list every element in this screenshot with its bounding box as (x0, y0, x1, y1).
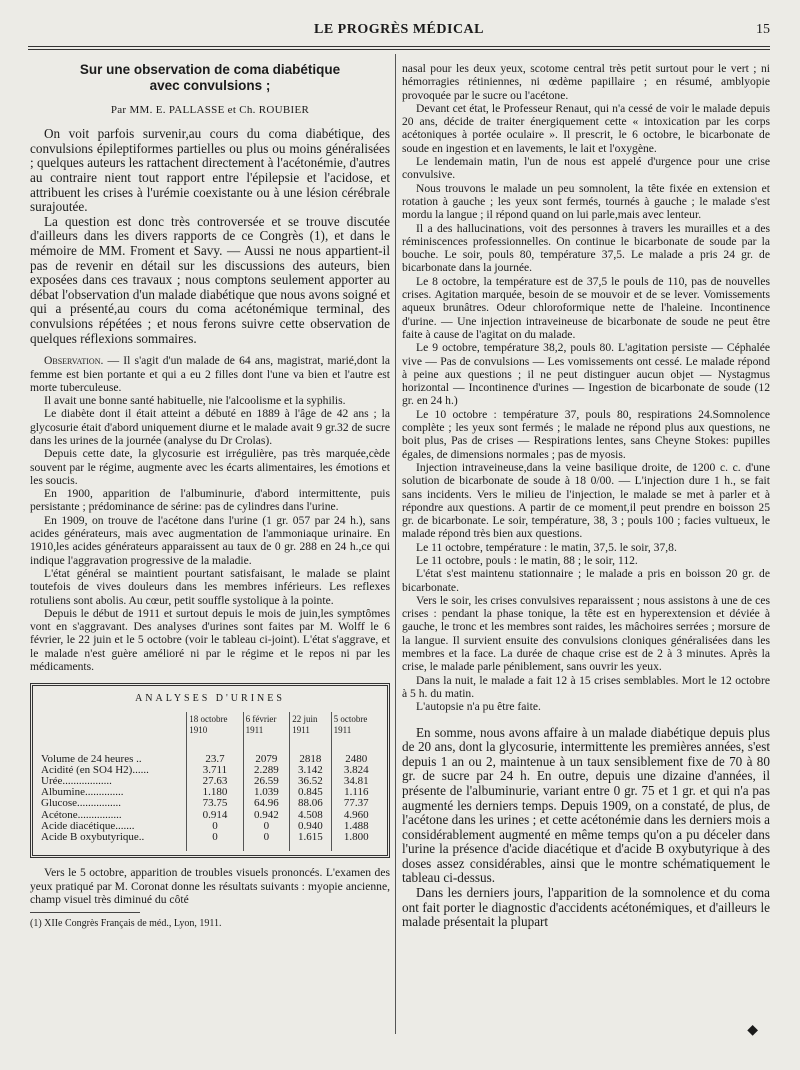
table-row: Glucose................ 73.75 64.96 88.06 77.37 (39, 798, 381, 809)
table-row: Acétone................ 0.914 0.942 4.508 4.960 (39, 810, 381, 821)
header-rule (28, 46, 770, 47)
table-title: ANALYSES D'URINES (135, 693, 285, 705)
observation-paragraph: Dans la nuit, le malade a fait 12 à 15 crises semblables. Mort le 12 octobre à 5 h. du matin. (402, 673, 770, 700)
observation-paragraph: nasal pour les deux yeux, scotome central très petit surtout pour le vert ; ni hémorragies rétiniennes, ni œdème papillaire ; en résumé, amblyopie provoquée par le sucre ou l'acétone. (402, 62, 770, 102)
observation-paragraph: Le 9 octobre, température 38,2, pouls 80. L'agitation persiste — Céphalée vive — Pas de convulsions — Les vomissements ont cessé. Le malade répond à peine aux questions ; il ne peut distinguer aucun objet — Nystagmus horizontal — Incontinence d'urines — Ingestion de bicarbonate de soude (12 gr. en 24 h.) (402, 341, 770, 408)
observation-paragraph: Depuis cette date, la glycosurie est irrégulière, pas très marquée,cède souvent par le régime, augmente avec les écarts alimentaires, les émotions et les soucis. (30, 447, 390, 487)
title-line-1: Sur une observation de coma diabétique (79, 62, 341, 77)
observation-paragraph: L'état s'est maintenu stationnaire ; le malade a pris en boisson 20 gr. de bicarbonate. (402, 567, 770, 594)
footnote-rule (30, 912, 140, 913)
left-column (30, 62, 390, 930)
table-row: Volume de 24 heures .. 23.7 2079 2818 2480 (39, 742, 381, 765)
title-line-2: avec convulsions ; (149, 78, 271, 93)
running-title: LE PROGRÈS MÉDICAL (313, 22, 485, 37)
urine-analysis-table (30, 683, 390, 858)
observation-paragraph: Vers le 5 octobre, apparition de troubles visuels prononcés. L'examen des yeux pratiqué par M. Coronat donne les résultats suivants : myopie ancienne, champ visuel très diminué du côté (30, 866, 390, 906)
column-header: 5 octobre 1911 (331, 712, 381, 742)
column-header: 22 juin 1911 (290, 712, 331, 742)
table-row: Acidité (en SO4 H2)...... 3.711 2.289 3.142 3.824 (39, 765, 381, 776)
observation-paragraph: L'état général se maintient pourtant satisfaisant, le malade se plaint toutefois de vives douleurs dans les membres inférieurs. Les reflexes rotuliens sont abolis. Au cœur, petit souffle systolique à la pointe. (30, 566, 390, 607)
observation-label: Observation. (44, 354, 104, 368)
page-number: 15 (756, 22, 770, 37)
observation-paragraph: L'autopsie n'a pu être faite. (416, 700, 541, 714)
footnote: (1) XIIe Congrès Français de méd., Lyon, 1911. (30, 918, 222, 930)
intro-paragraph: La question est donc très controversée et se trouve discutée d'ailleurs dans les divers rapports de ce Congrès (1), et dans le mémoire de MM. Froment et Savy. — Aussi ne nous appartient-il pas de revenir en détail sur les discussions des auteurs, bien exposées dans ces travaux ; nous comptons seulement apporter au débat l'observation d'un malade diabétique que nous avons soigné et qui a présenté,au cours du coma acétonémique terminal, des convulsions répétées ; et nous ferons suivre cette observation de quelques réflexions sommaires. (30, 213, 390, 346)
observation-paragraph: Observation. — Il s'agit d'un malade de 64 ans, magistrat, marié,dont la femme est bien portante et qui a eu 2 filles dont l'une va bien et l'autre est morte tuberculeuse. (30, 354, 390, 394)
column-divider (395, 54, 396, 1034)
table-row: Acide B oxybutyrique.. 0 0 1.615 1.800 (39, 832, 381, 843)
article-authors: Par MM. E. PALLASSE et Ch. ROUBIER (110, 104, 310, 116)
observation-paragraph: Il a des hallucinations, voit des personnes à travers les murailles et a des réminiscences professionnelles. On continue le bicarbonate de soude par la bouche. Le soir, pouls 80, température 37,5. Le malade a pris 24 gr. de bicarbonate dans la journée. (402, 221, 770, 275)
observation-paragraph: Le 11 octobre, pouls : le matin, 88 ; le soir, 112. (416, 553, 638, 567)
table-corner (39, 712, 187, 742)
article-title (30, 62, 390, 94)
table-row: Urée.................. 27.63 26.59 36.52 34.81 (39, 776, 381, 787)
summary-paragraph: En somme, nous avons affaire à un malade diabétique depuis plus de 20 ans, dont la glycosurie, intermittente les premières années, s'est depuis 1 an ou 2, maintenue à un taux sensiblement fixe de 70 à 80 gr. de sucre par 24 h. En outre, depuis une dizaine d'années, il présente de l'albuminurie, variant entre 0 gr. 75 et 1 gr. et qui n'a pas augmenté les derniers temps. Depuis 1909, on a constaté, de plus, de l'acétone dans les urines ; et cette acétonémie dans les derniers mois a considérablement augmenté en même temps qu'on a pu déceler dans l'urine la présence d'acide diacétique et d'acide B oxybutyrique à des doses assez considérables, ainsi que le montre schématiquement le tableau ci-dessus. (402, 724, 770, 886)
page-header (28, 22, 770, 42)
column-header: 6 février 1911 (243, 712, 290, 742)
observation-paragraph: Devant cet état, le Professeur Renaut, qui n'a cessé de voir le malade depuis 20 ans, décide de traiter énergiquement cette « intoxication par les corps acétoniques à portée oculaire ». Il prescrit, le 6 octobre, le bicarbonate de soude en ingestion et en lavements, le lait et l'oxygène. (402, 101, 770, 155)
observation-paragraph: Le 11 octobre, température : le matin, 37,5. le soir, 37,8. (416, 540, 677, 554)
intro-paragraph: On voit parfois survenir,au cours du coma diabétique, des convulsions épileptiformes partielles ou plus ou moins généralisées ; quelques auteurs les rattachent directement à l'acétonémie, d'autres au contraire nient tout rapport entre l'épilepsie et l'acidose, et attribuent les crises à l'urémie coexistante ou à une lésion cérébrale surajoutée. (30, 126, 390, 215)
observation-paragraph: Injection intraveineuse,dans la veine basilique droite, de 1200 c. c. d'une solution de bicarbonate de soude à 18 0/00. — L'injection dure 1 h., se fait sans incidents. Vers le milieu de l'injection, le malade se met à parler et à répondre aux questions. A partir de ce moment,il peut prendre en boisson 25 gr. de bicarbonate. Le soir, température, 38, 3 ; pouls 100 ; facies vultueux, le malade répond très bien aux questions. (402, 460, 770, 541)
table-row: Acide diacétique....... 0 0 0.940 1.488 (39, 821, 381, 832)
observation-paragraph: En 1900, apparition de l'albuminurie, d'abord intermittente, puis persistante ; prédominance de sérine: pas de cylindres dans l'urine. (30, 487, 390, 514)
observation-paragraph: Vers le soir, les crises convulsives reparaissent ; nous assistons à une de ces crises : pendant la phase tonique, la tête est en hyperextension et déviée à gauche, le tronc et les membres sont raides, les mâchoires serrées ; morsure de la langue. Il survient ensuite des convulsions cloniques généralisées dans les membres et la face. La durée de chaque crise est de 2 à 3 minutes. Après la crise, le malade parle péniblement, sans ouvrir les yeux. (402, 593, 770, 674)
observation-paragraph: Le 10 octobre : température 37, pouls 80, respirations 24.Somnolence complète ; les yeux sont fermés ; le malade ne répond plus aux questions, ne boit plus, Pas de crises — Respirations lentes, sans Cheyne Stokes: pupilles égales, de dimensions normales ; pas de myosis. (402, 407, 770, 461)
observation-paragraph: Le diabète dont il était atteint a débuté en 1889 à l'âge de 42 ans ; la glycosurie était d'abord uniquement diurne et le malade avait 9 gr.32 de sucre dans les urines de la journée (analyse du Dr Crolas). (30, 407, 390, 447)
header-rule-2 (28, 49, 770, 50)
observation-paragraph: Le 8 octobre, la température est de 37,5 le pouls de 110, pas de nouvelles crises. Agitation marquée, besoin de se mouvoir et de se lever. Vomissements aqueux brunâtres. Odeur chloroformique nette de l'haleine. Incontinence d'urine. — Une injection intraveineuse de bicarbonate de soude ne peut être faite à cause de l'agitat on du malade. (402, 274, 770, 341)
observation-paragraph: Depuis le début de 1911 et surtout depuis le mois de juin,les symptômes vont en s'aggravant. Des analyses d'urines sont faites par M. Wolff le 6 février, le 22 juin et le 5 octobre (voir le tableau ci-joint). L'état s'aggrave, et le malade n'est guère amélioré ni par le régime et le repos ni par les médicaments. (30, 606, 390, 674)
right-column (402, 62, 770, 930)
table-row: Albumine.............. 1.180 1.039 0.845 1.116 (39, 787, 381, 798)
observation-paragraph: Nous trouvons le malade un peu somnolent, la tête fixée en extension et rotation à gauche ; les yeux sont fermés, tournés à gauche ; le malade s'est mordu la langue ; il répond quand on lui parle,mais avec lenteur. (402, 181, 770, 222)
observation-paragraph: Le lendemain matin, l'un de nous est appelé d'urgence pour une crise convulsive. (402, 155, 770, 182)
observation-paragraph: Il avait une bonne santé habituelle, nie l'alcoolisme et la syphilis. (44, 394, 346, 408)
column-header: 18 octobre 1910 (187, 712, 243, 742)
observation-paragraph: En 1909, on trouve de l'acétone dans l'urine (1 gr. 057 par 24 h.), sans acides générateurs, mais avec augmentation de l'ammoniaque urinaire. En 1910,les acides générateurs apparaissent au taux de 0 gr. 288 en 24 h.,ce qui indique l'aggravation progressive de la maladie. (30, 513, 390, 567)
end-ornament: ◆ (747, 1023, 758, 1038)
summary-paragraph: Dans les derniers jours, l'apparition de la somnolence et du coma ont fait porter le diagnostic d'accidents acétonémiques, et d'ailleurs le malade présentait la plupart (402, 885, 770, 930)
